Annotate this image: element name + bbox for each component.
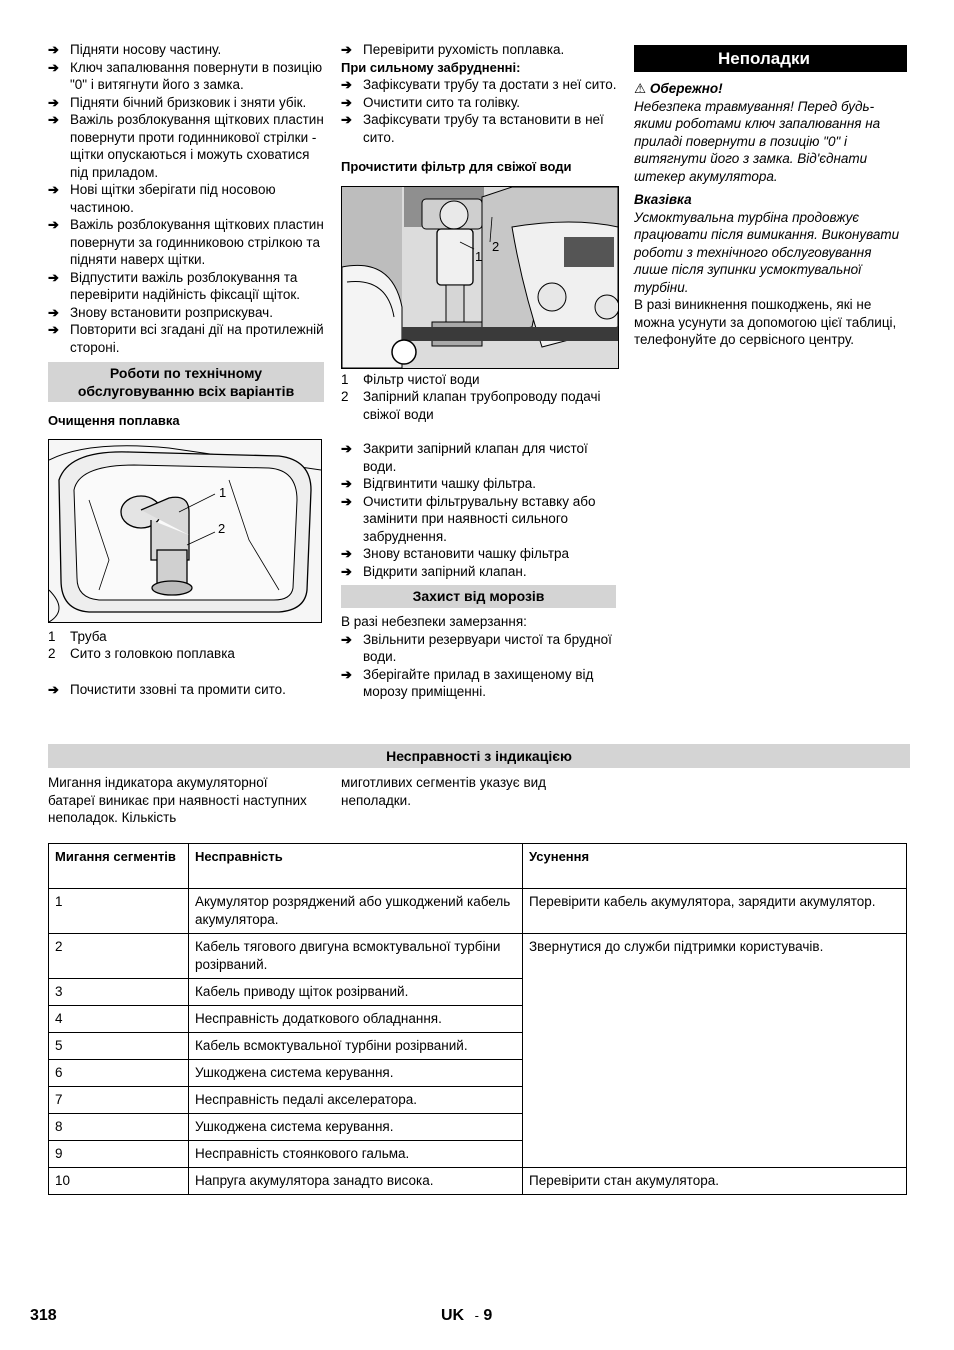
right-arrow-icon: ➔ xyxy=(341,666,352,682)
frost-intro: В разі небезпеки замерзання: xyxy=(341,614,527,629)
step-text: Знову встановити розприскувач. xyxy=(70,304,273,320)
note-label: Вказівка xyxy=(634,192,692,207)
filter-callout-2: 2 xyxy=(492,238,500,254)
step-text: Очистити фільтрувальну вставку або замінити при наявності сильного забруднення. xyxy=(363,493,596,544)
legend-text: Сито з головкою поплавка xyxy=(70,646,235,661)
float-legend xyxy=(48,628,324,663)
section-bar-faults-indicator xyxy=(48,744,910,768)
heading-text: Неполадки xyxy=(718,49,810,68)
right-arrow-icon: ➔ xyxy=(48,182,59,197)
step-item xyxy=(341,76,617,94)
faults-intro-left: Мигання індикатора акумуляторної батареї виникає при наявності наступних неполадок. Кількість xyxy=(48,775,307,825)
right-arrow-icon: ➔ xyxy=(341,546,352,561)
cell-fault: Кабель всмоктувальної турбіни розірваний. xyxy=(189,1033,523,1060)
legend-item xyxy=(341,371,617,389)
step-text: Нові щітки зберігати під носовою частиною. xyxy=(70,182,276,215)
step-list xyxy=(48,41,324,356)
legend-text: Фільтр чистої води xyxy=(363,371,480,387)
step-text: Підняти носову частину. xyxy=(70,42,222,57)
step-list xyxy=(341,440,617,580)
section-title: Захист від морозів xyxy=(412,588,545,604)
step-text: Ключ запалювання повернути в позицію "0" і витягнути його з замка. xyxy=(70,59,323,92)
cell-fault: Несправність додаткового обладнання. xyxy=(189,1006,523,1033)
heavy-dirt-label: При сильному забрудненні: xyxy=(341,59,521,75)
right-arrow-icon: ➔ xyxy=(341,493,352,509)
cell-segments: 9 xyxy=(49,1141,189,1168)
right-arrow-icon: ➔ xyxy=(48,681,59,697)
right-arrow-icon: ➔ xyxy=(48,304,59,320)
cell-fault: Несправність педалі акселератора. xyxy=(189,1087,523,1114)
right-arrow-icon: ➔ xyxy=(341,94,352,110)
float-figure xyxy=(48,439,322,623)
step-text: Зафіксувати трубу та встановити в неї сито. xyxy=(363,112,604,145)
step-item xyxy=(341,111,617,146)
step-text: Важіль розблокування щіткових пластин повернути за годинниковою стрілкою та підняти наверх щітки. xyxy=(70,217,324,267)
legend-number: 1 xyxy=(341,371,349,387)
step-item xyxy=(341,631,617,666)
step-text: Підняти бічний бризковик і зняти убік. xyxy=(70,94,307,110)
step-item xyxy=(48,269,324,304)
step-text: Зберігайте прилад в захищеному від морозу приміщенні. xyxy=(363,666,594,699)
filter-callout-1: 1 xyxy=(475,248,483,264)
step-text: Повторити всі згадані дії на протилежній стороні. xyxy=(70,322,324,355)
table-row xyxy=(49,1168,907,1195)
section-bar-maintenance xyxy=(48,362,324,402)
legend-number: 2 xyxy=(48,646,56,661)
legend-text: Запірний клапан трубопроводу подачі свіжої води xyxy=(363,389,601,422)
column-1 xyxy=(48,41,324,698)
float-callout-1: 1 xyxy=(219,484,227,500)
filter-figure xyxy=(341,186,619,369)
footer-lang-page xyxy=(441,1307,492,1325)
right-arrow-icon: ➔ xyxy=(341,563,352,579)
right-arrow-icon: ➔ xyxy=(48,42,59,57)
note-text: Усмоктувальна турбіна продовжує працювати після вимикання. Виконувати роботи з технічного обслуговування лише після зупинки усмоктувальної турбіни. xyxy=(634,209,900,295)
warning-triangle-icon: ⚠ xyxy=(634,81,647,96)
right-arrow-icon: ➔ xyxy=(341,112,352,127)
right-arrow-icon: ➔ xyxy=(341,631,352,647)
right-arrow-icon: ➔ xyxy=(341,77,352,92)
legend-number: 2 xyxy=(341,389,349,404)
step-item xyxy=(48,59,324,94)
step-item xyxy=(341,563,617,581)
step-item xyxy=(341,94,617,112)
right-arrow-icon: ➔ xyxy=(48,322,59,337)
final-step-list xyxy=(48,681,324,699)
cell-remedy: Перевірити стан акумулятора. xyxy=(523,1168,907,1195)
step-list xyxy=(341,76,617,146)
step-text: Зафіксувати трубу та достати з неї сито. xyxy=(363,77,617,92)
step-item xyxy=(341,545,617,563)
column-header-remedy: Усунення xyxy=(523,844,907,889)
cell-remedy: Перевірити кабель акумулятора, зарядити акумулятор. xyxy=(523,889,907,934)
table-row xyxy=(49,934,907,979)
cell-segments: 5 xyxy=(49,1033,189,1060)
step-item xyxy=(341,475,617,493)
step-item xyxy=(341,440,617,475)
right-arrow-icon: ➔ xyxy=(341,441,352,456)
caution-text: Небезпека травмування! Перед будь-якими роботами ключ запалювання на приладі повернути в позицію "0" і витягнути його з замка. Від'єднати штекер акумулятора. xyxy=(634,98,881,184)
step-item xyxy=(48,321,324,356)
filter-legend xyxy=(341,371,617,424)
caution-label-text: Обережно! xyxy=(649,81,723,96)
cell-fault: Несправність стоянкового гальма. xyxy=(189,1141,523,1168)
legend-item xyxy=(48,645,324,663)
step-text: Звільнити резервуари чистої та брудної води. xyxy=(363,631,612,664)
right-arrow-icon: ➔ xyxy=(341,42,352,57)
cell-fault: Ушкоджена система керування. xyxy=(189,1060,523,1087)
step-item xyxy=(48,94,324,112)
faults-table xyxy=(48,843,907,1195)
right-arrow-icon: ➔ xyxy=(341,476,352,491)
cell-fault: Ушкоджена система керування. xyxy=(189,1114,523,1141)
cell-fault: Кабель приводу щіток розірваний. xyxy=(189,979,523,1006)
step-list xyxy=(341,41,617,59)
cell-segments: 7 xyxy=(49,1087,189,1114)
right-arrow-icon: ➔ xyxy=(48,269,59,285)
step-text: Відгвинтити чашку фільтра. xyxy=(363,476,537,491)
right-arrow-icon: ➔ xyxy=(48,112,59,127)
cell-segments: 1 xyxy=(49,889,189,934)
step-item xyxy=(48,41,324,59)
right-arrow-icon: ➔ xyxy=(48,217,59,232)
legend-text: Труба xyxy=(70,628,107,644)
float-callout-2: 2 xyxy=(218,520,226,536)
step-item xyxy=(48,111,324,181)
cell-remedy: Звернутися до служби підтримки користувачів. xyxy=(523,934,907,1168)
step-text: Важіль розблокування щіткових пластин повернути проти годинникової стрілки - щітки опускаються і можуть сховатися під приладом. xyxy=(70,112,324,180)
step-text: Знову встановити чашку фільтра xyxy=(363,546,570,561)
float-illustration xyxy=(49,440,321,622)
section-heading-faults xyxy=(634,45,907,72)
cell-fault: Напруга акумулятора занадто висока. xyxy=(189,1168,523,1195)
cell-segments: 3 xyxy=(49,979,189,1006)
subhead-freshwater-filter: Прочистити фільтр для свіжої води xyxy=(341,159,572,174)
step-text: Почистити ззовні та промити сито. xyxy=(70,681,286,697)
column-3 xyxy=(634,45,907,349)
cell-fault: Акумулятор розряджений або ушкоджений кабель акумулятора. xyxy=(189,889,523,934)
step-item xyxy=(341,41,617,59)
step-text: Відпустити важіль розблокування та перевірити надійність фіксації щіток. xyxy=(70,269,301,302)
legend-item xyxy=(48,628,324,646)
caution-label xyxy=(634,80,907,98)
step-item xyxy=(48,681,324,699)
step-item xyxy=(341,666,617,701)
right-arrow-icon: ➔ xyxy=(48,94,59,110)
footer-section-page: 9 xyxy=(483,1307,493,1324)
section-title: Несправності з індикацією xyxy=(386,748,572,764)
section-title: Роботи по технічному обслуговуванню всіх варіантів xyxy=(77,365,295,399)
cell-segments: 4 xyxy=(49,1006,189,1033)
cell-fault: Кабель тягового двигуна всмоктувальної турбіни розірваний. xyxy=(189,934,523,979)
step-list xyxy=(341,631,617,701)
table-row xyxy=(49,889,907,934)
cell-segments: 8 xyxy=(49,1114,189,1141)
step-text: Закрити запірний клапан для чистої води. xyxy=(363,441,588,474)
cell-segments: 6 xyxy=(49,1060,189,1087)
step-text: Очистити сито та голівку. xyxy=(363,94,520,110)
column-header-fault: Несправність xyxy=(189,844,523,889)
footer-separator: - xyxy=(474,1308,479,1323)
page-number: 318 xyxy=(30,1307,57,1324)
footer-lang: UK xyxy=(441,1307,465,1324)
column-2 xyxy=(341,41,617,701)
step-item xyxy=(48,304,324,322)
cell-segments: 10 xyxy=(49,1168,189,1195)
fault-body-text: В разі виникнення пошкоджень, які не можна усунути за допомогою цієї таблиці, телефонуйте до сервісного центру. xyxy=(634,297,897,347)
faults-intro-right: миготливих сегментів указує вид неполадки. xyxy=(341,775,547,808)
legend-item xyxy=(341,388,617,423)
step-item xyxy=(48,216,324,269)
step-text: Відкрити запірний клапан. xyxy=(363,563,527,579)
subhead-float-cleaning: Очищення поплавка xyxy=(48,413,180,428)
section-bar-frost xyxy=(341,585,616,608)
cell-segments: 2 xyxy=(49,934,189,979)
filter-illustration xyxy=(342,187,618,368)
step-text: Перевірити рухомість поплавка. xyxy=(363,42,565,57)
legend-number: 1 xyxy=(48,628,56,644)
step-item xyxy=(341,493,617,546)
column-header-segments: Мигання сегментів xyxy=(49,844,189,889)
right-arrow-icon: ➔ xyxy=(48,59,59,75)
step-item xyxy=(48,181,324,216)
table-header-row xyxy=(49,844,907,889)
